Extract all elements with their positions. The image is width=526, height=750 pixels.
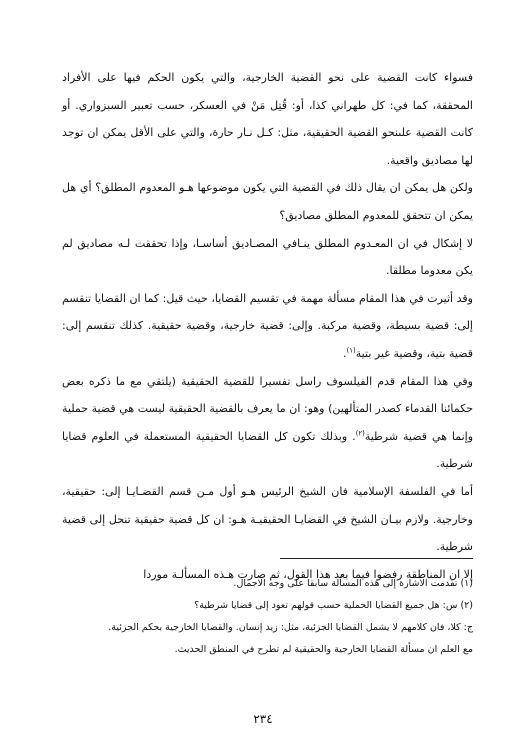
footnote-1: (١) تقدمت الاشارة إلى هذه المسألة سابقا على وجه الاجمال. [233, 578, 473, 589]
paragraph-text: ولكن هل يمكن ان يقال ذلك في القضية التي يكون موضوعها هـو المعدوم المطلق؟ أي هل يمكن ان تتحقق للمعدوم المطلق مصاديق؟ [62, 181, 473, 222]
paragraph-text: أما في الفلسفة الإسلامية فان الشيخ الرئيس هـو أول مـن قسم القضـايـا إلى: حقيقية، وخارجية. ولازم بيـان الشيخ في القضايـا الحقيقيـة هـو: ان كل قضية حقيقية تنحل إلى قضية شرطية. [62, 484, 473, 554]
paragraph-4 [62, 285, 473, 368]
main-text [62, 64, 473, 588]
footnote-2-answer: ج: كلا، فان كلامهم لا يشمل القضايا الجزئية، مثل: زيد إنسان. والقضايا الخارجية بحكم الجزئية. [108, 622, 473, 633]
page-number: ٢٣٤ [253, 712, 273, 726]
paragraph-text: وقد أثيرت في هذا المقام مسألة مهمة في تقسيم القضايا، حيث قيل: كما ان القضايا تنقسم إلى: قضية بسيطة، وقضية مركبة. وإلى: قضية خارجية، وقضية حقيقية. كذلك تنقسم إلى: قضية بتية، وقضية غير بتية [62, 291, 473, 360]
paragraph-2 [62, 174, 473, 229]
footnote-ref-1[interactable]: (١) [346, 346, 356, 355]
footnotes [62, 573, 473, 661]
footnote-2-remark: مع العلم ان مسألة القضايا الخارجية والحقيقية لم تطرح في المنطق الحديث. [174, 644, 473, 655]
footnote-2: (٢) س: هل جميع القضايا الحملية حسب قولهم تعود إلى قضايا شرطية؟ [194, 600, 473, 611]
paragraph-text-continued: . وبذلك تكون كل القضايا الحقيقية المستعملة في العلوم قضايا شرطية. [62, 429, 473, 471]
footnote-ref-2[interactable]: (٢) [355, 429, 365, 438]
footnote-separator [280, 558, 473, 559]
paragraph-end-period: . [343, 346, 347, 360]
paragraph-text: إلا ان المناطقة رفضوا فيما بعد هذا القول، ثم صارت هـذه المسألـة موردا [143, 567, 473, 581]
paragraph-5 [62, 368, 473, 478]
paragraph-6 [62, 478, 473, 561]
paragraph-text: لا إشكال في ان المعـدوم المطلق ينـافي المصـاديق أساسـا، وإذا تحققت لـه مصاديق لم يكن معدوما مطلقا. [62, 236, 473, 278]
paragraph-1 [62, 64, 473, 174]
paragraph-text: وفي هذا المقام قدم الفيلسوف راسل تفسيرا للقضية الحقيقية (يلتقي مع ما ذكره بعض حكمائنا القدماء كصدر المتألهين) وهو: ان ما يعرف بالقضية الحقيقية ليست هي قضية حملية وإنما هي قضية شرطية [62, 374, 474, 443]
paragraph-3 [62, 230, 473, 285]
paragraph-text: فسواء كانت القضية على نحو القضية الخارجية، والتي يكون الحكم فيها على الأفراد المحققة، كما في: كل طهراني كذا، أو: قُتِل مَنْ في العسكر، حسب تعبير السبزواري. أو كانت القضية علىنحو القضية الحقيقية، مثل: كـل نـار حارة، والتي على الأقل يمكن ان توجد لها مصاديق واقعية. [62, 71, 473, 167]
